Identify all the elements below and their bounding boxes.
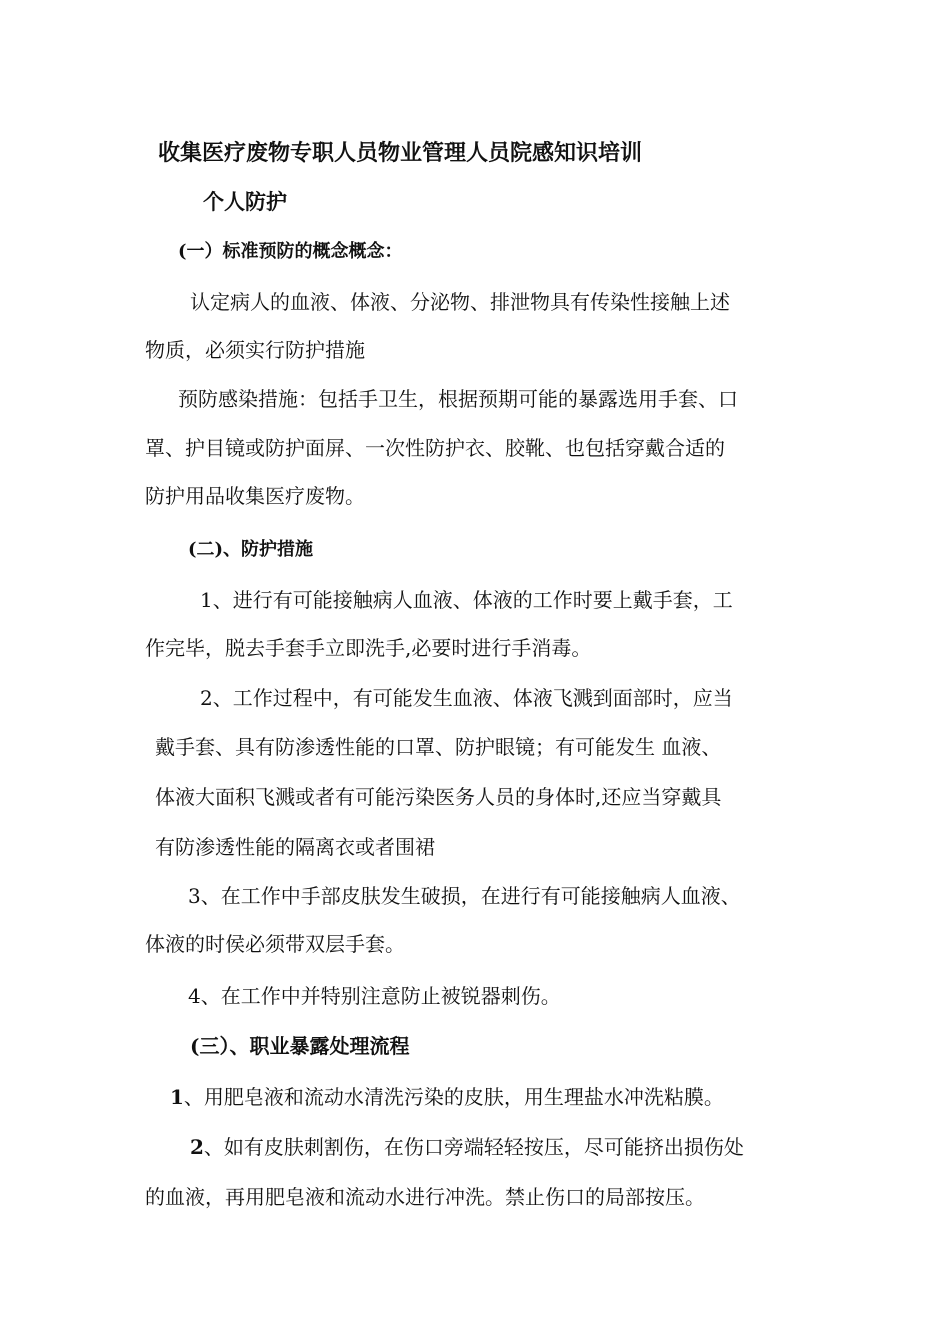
sec2-item1-line2: 作完毕，脱去手套手立即洗手,必要时进行手消毒。	[145, 636, 592, 660]
sec1-p1-line2: 物质，必须实行防护措施	[145, 338, 365, 362]
sec2-item2-line3: 体液大面积飞溅或者有可能污染医务人员的身体时,还应当穿戴具	[155, 785, 722, 809]
sec2-item3-line1: 3、在工作中手部皮肤发生破损，在进行有可能接触病人血液、	[188, 884, 741, 908]
sec3-item1-number: 1	[170, 1085, 184, 1109]
sec3-item1	[170, 1083, 724, 1111]
sec2-item2-line4: 有防渗透性能的隔离衣或者围裙	[155, 835, 435, 859]
sec3-item2-text: 、如有皮肤刺割伤，在伤口旁端轻轻按压，尽可能挤出损伤处	[203, 1135, 744, 1159]
sec3-item1-text: 、用肥皂液和流动水清洗污染的皮肤，用生理盐水冲洗粘膜。	[183, 1085, 724, 1109]
sec3-item2-number: 2	[190, 1135, 204, 1159]
sec1-p2-line3: 防护用品收集医疗废物。	[145, 484, 365, 508]
sec2-item4: 4、在工作中并特别注意防止被锐器刺伤。	[188, 984, 561, 1008]
section-2-heading: (二)、防护措施	[188, 539, 314, 560]
sec3-item2-line1	[190, 1133, 744, 1161]
sec2-item3-line2: 体液的时侯必须带双层手套。	[145, 932, 405, 956]
heading-personal-protection: 个人防护	[203, 189, 287, 214]
section-3-heading: (三）、职业暴露处理流程	[190, 1034, 410, 1058]
sec1-p2-line1: 预防感染措施：包括手卫生，根据预期可能的暴露选用手套、口	[178, 387, 738, 411]
section-1-heading: (一）标准预防的概念概念：	[178, 241, 403, 262]
sec2-item2-line1: 2、工作过程中，有可能发生血液、体液飞溅到面部时，应当	[200, 686, 733, 710]
sec2-item1-line1: 1、进行有可能接触病人血液、体液的工作时要上戴手套，工	[200, 588, 733, 612]
sec1-p2-line2: 罩、护目镜或防护面屏、一次性防护衣、胶靴、也包括穿戴合适的	[145, 436, 725, 460]
sec1-p1-line1: 认定病人的血液、体液、分泌物、排泄物具有传染性接触上述	[190, 290, 730, 314]
sec2-item2-line2: 戴手套、具有防渗透性能的口罩、防护眼镜；有可能发生 血液、	[155, 735, 722, 759]
sec3-item2-line2: 的血液，再用肥皂液和流动水进行冲洗。禁止伤口的局部按压。	[145, 1185, 705, 1209]
document-title: 收集医疗废物专职人员物业管理人员院感知识培训	[158, 140, 643, 166]
